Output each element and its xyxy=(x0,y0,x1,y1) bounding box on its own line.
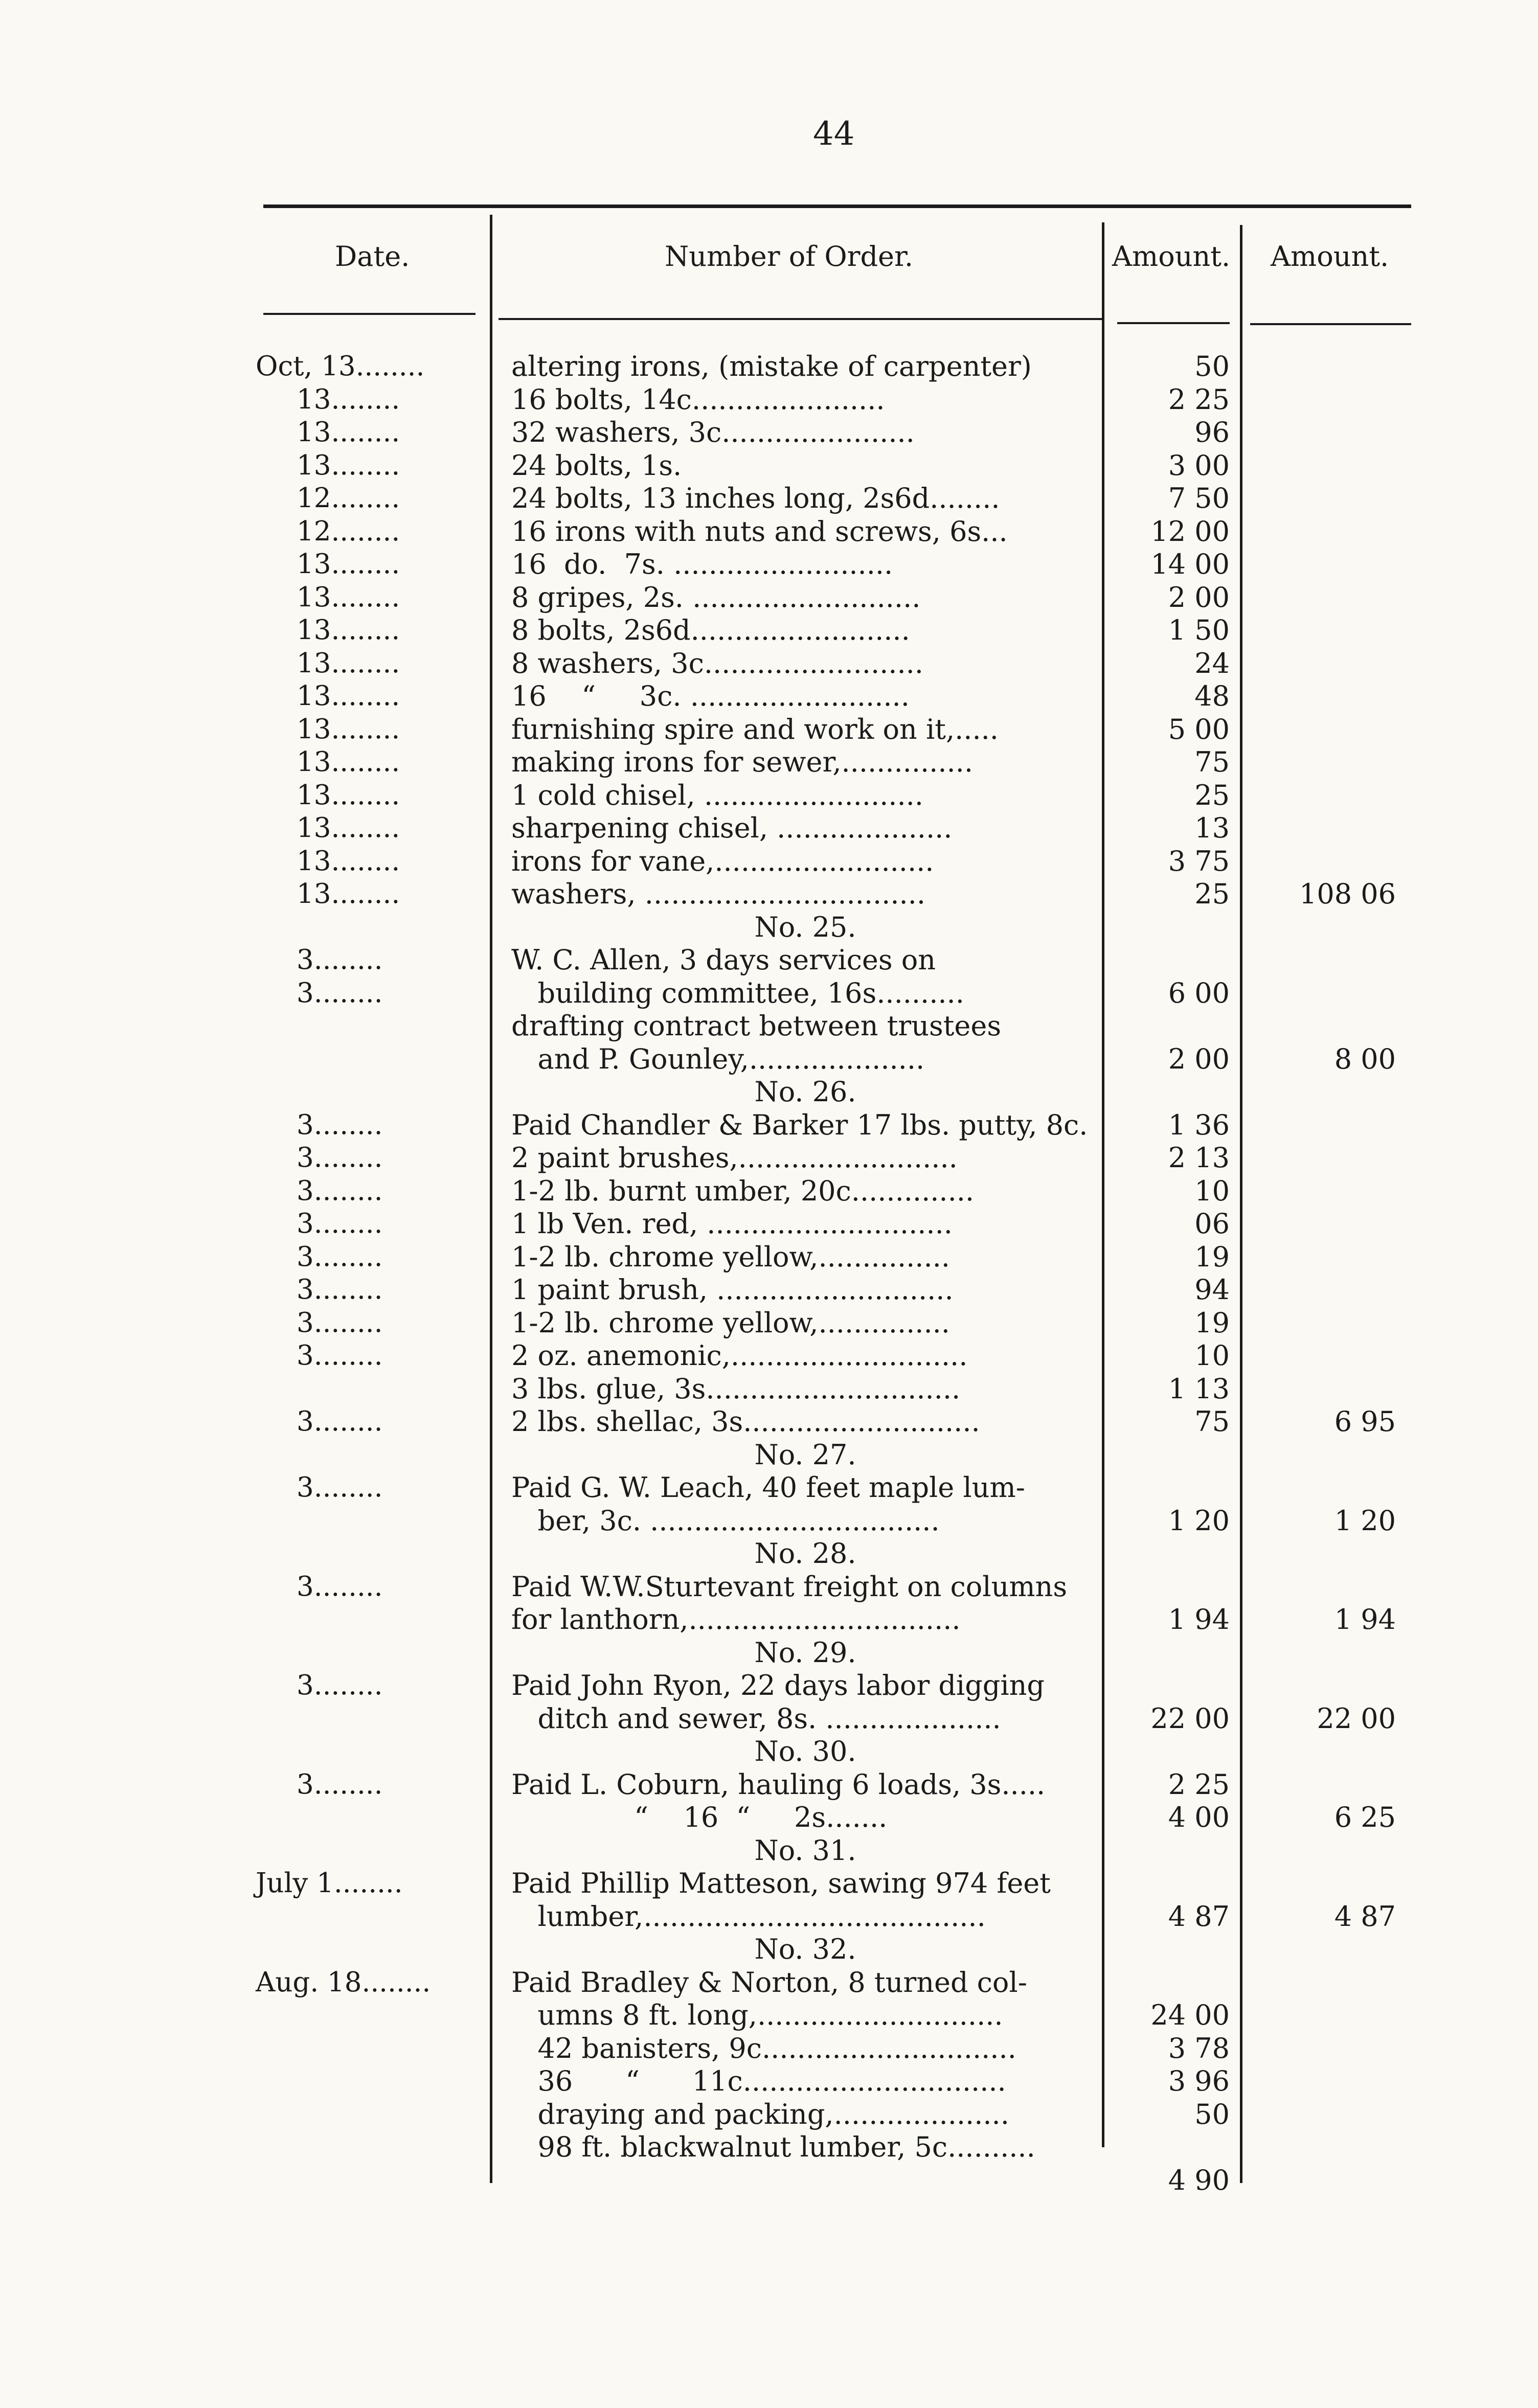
entry-description: 24 bolts, 1s. xyxy=(511,449,682,482)
entry-amount: 1 50 xyxy=(1168,614,1230,646)
entry-total: 1 94 xyxy=(1334,1603,1396,1635)
entry-description: 1-2 lb. burnt umber, 20c.............. xyxy=(511,1174,975,1207)
entry-description: 16 do. 7s. ......................... xyxy=(511,548,893,580)
entry-description: 98 ft. blackwalnut lumber, 5c.......... xyxy=(511,2131,1035,2163)
entry-total: 6 25 xyxy=(1334,1801,1396,1833)
header-rule-date xyxy=(263,313,476,315)
entry-amount: 3 00 xyxy=(1168,449,1230,482)
entry-description: 1 cold chisel, ......................... xyxy=(511,779,923,811)
entry-description: for lanthorn,............................... xyxy=(511,1603,961,1635)
entry-description: 3 lbs. glue, 3s............................. xyxy=(511,1372,961,1405)
entry-date: 12........ xyxy=(297,515,400,547)
entry-description: sharpening chisel, .................... xyxy=(511,812,953,844)
entry-description: draying and packing,.................... xyxy=(511,2098,1009,2130)
entry-amount: 4 90 xyxy=(1168,2164,1230,2196)
entry-description: building committee, 16s.......... xyxy=(511,976,964,1009)
entry-date: 3........ xyxy=(297,1109,383,1141)
entry-date: 13........ xyxy=(297,878,400,910)
entry-amount: 4 00 xyxy=(1168,1801,1230,1833)
entry-amount: 14 00 xyxy=(1150,548,1230,580)
entry-description: ditch and sewer, 8s. .................... xyxy=(511,1702,1001,1735)
entry-description: 1 lb Ven. red, ............................ xyxy=(511,1208,953,1240)
entry-total: 8 00 xyxy=(1334,1042,1396,1075)
entry-description: washers, ................................ xyxy=(511,878,925,910)
entry-description: Paid John Ryon, 22 days labor digging xyxy=(511,1669,1045,1701)
entry-date: 3........ xyxy=(297,1274,383,1305)
entry-date: 13........ xyxy=(297,779,400,811)
divider-amount-1 xyxy=(1102,222,1104,2147)
entry-date: 3........ xyxy=(297,944,383,975)
entry-description: Paid W.W.Sturtevant freight on columns xyxy=(511,1570,1068,1603)
entry-date: 3........ xyxy=(297,1406,383,1437)
entry-description: W. C. Allen, 3 days services on xyxy=(511,944,936,976)
entry-description: 2 paint brushes,......................... xyxy=(511,1142,958,1174)
entry-amount: 19 xyxy=(1194,1306,1230,1339)
entry-description: umns 8 ft. long,............................ xyxy=(511,1999,1003,2031)
entry-date: 13........ xyxy=(297,845,400,877)
entry-description: 16 “ 3c. ......................... xyxy=(511,680,910,712)
entry-description: ber, 3c. ................................. xyxy=(511,1504,940,1537)
entry-description: 8 washers, 3c......................... xyxy=(511,647,923,679)
entry-date: 12........ xyxy=(297,483,400,514)
divider-date xyxy=(490,215,492,2183)
entry-amount: 1 20 xyxy=(1168,1504,1230,1537)
page-number: 44 xyxy=(813,115,855,153)
entry-amount: 7 50 xyxy=(1168,482,1230,514)
entry-description: 42 banisters, 9c............................. xyxy=(511,2032,1016,2064)
entry-date: 13........ xyxy=(297,680,400,712)
entry-amount: 6 00 xyxy=(1168,976,1230,1009)
entry-amount: 13 xyxy=(1194,812,1230,844)
header-rule-order xyxy=(499,318,1102,320)
entry-amount: 5 00 xyxy=(1168,713,1230,745)
entry-amount: 1 94 xyxy=(1168,1603,1230,1635)
entry-date: 3........ xyxy=(297,1571,383,1602)
entry-date: 13........ xyxy=(297,383,400,415)
entry-amount: 06 xyxy=(1194,1208,1230,1240)
entry-date: 13........ xyxy=(297,581,400,613)
entry-description: Paid Phillip Matteson, sawing 974 feet xyxy=(511,1867,1051,1899)
order-number-heading: No. 31. xyxy=(754,1834,856,1867)
entry-description: 8 bolts, 2s6d......................... xyxy=(511,614,910,646)
entry-description: 24 bolts, 13 inches long, 2s6d........ xyxy=(511,482,1000,514)
entry-total: 6 95 xyxy=(1334,1405,1396,1438)
entry-amount: 75 xyxy=(1194,746,1230,778)
entry-description: 16 bolts, 14c...................... xyxy=(511,383,885,416)
entry-amount: 22 00 xyxy=(1150,1702,1230,1735)
order-number-heading: No. 30. xyxy=(754,1735,856,1767)
entry-description: Paid L. Coburn, hauling 6 loads, 3s..... xyxy=(511,1768,1046,1801)
entry-description: 36 “ 11c.............................. xyxy=(511,2065,1006,2097)
entry-date: 3........ xyxy=(297,977,383,1009)
entry-description: Paid Bradley & Norton, 8 turned col- xyxy=(511,1966,1027,1998)
entry-amount: 48 xyxy=(1194,680,1230,712)
entry-description: drafting contract between trustees xyxy=(511,1010,1002,1042)
entry-description: Paid G. W. Leach, 40 feet maple lum- xyxy=(511,1471,1025,1504)
header-number-of-order: Number of Order. xyxy=(665,240,914,272)
entry-date: 3........ xyxy=(297,1768,383,1800)
entry-description: and P. Gounley,.................... xyxy=(511,1042,925,1075)
entry-amount: 3 78 xyxy=(1168,2032,1230,2064)
header-amount-2: Amount. xyxy=(1271,240,1389,272)
entry-date: 13........ xyxy=(297,449,400,481)
entry-date: 3........ xyxy=(297,1472,383,1503)
entry-date: Aug. 18........ xyxy=(256,1966,431,1998)
entry-amount: 3 75 xyxy=(1168,845,1230,877)
entry-amount: 96 xyxy=(1194,416,1230,448)
entry-total: 1 20 xyxy=(1334,1504,1396,1537)
entry-amount: 25 xyxy=(1194,779,1230,811)
entry-date: July 1........ xyxy=(256,1868,403,1899)
order-number-heading: No. 32. xyxy=(754,1933,856,1965)
entry-date: 13........ xyxy=(297,647,400,679)
entry-description: 1 paint brush, ........................... xyxy=(511,1274,954,1306)
entry-amount: 50 xyxy=(1194,350,1230,382)
entry-date: 3........ xyxy=(297,1241,383,1273)
divider-amount-2 xyxy=(1240,225,1242,2183)
entry-amount: 4 87 xyxy=(1168,1900,1230,1933)
entry-total: 22 00 xyxy=(1317,1702,1396,1735)
entry-description: making irons for sewer,............... xyxy=(511,746,973,778)
entry-amount: 94 xyxy=(1194,1274,1230,1306)
order-number-heading: No. 27. xyxy=(754,1438,856,1471)
entry-date: 3........ xyxy=(297,1208,383,1239)
entry-date: 3........ xyxy=(297,1175,383,1207)
entry-total: 108 06 xyxy=(1299,878,1396,910)
entry-description: irons for vane,......................... xyxy=(511,845,934,877)
entry-description: 2 oz. anemonic,........................... xyxy=(511,1339,968,1372)
entry-description: 2 lbs. shellac, 3s........................... xyxy=(511,1405,980,1438)
header-date: Date. xyxy=(335,240,410,272)
entry-amount: 1 36 xyxy=(1168,1108,1230,1141)
entry-amount: 2 25 xyxy=(1168,1768,1230,1801)
order-number-heading: No. 28. xyxy=(754,1537,856,1570)
entry-date: 13........ xyxy=(297,746,400,778)
entry-description: lumber,....................................... xyxy=(511,1900,986,1933)
entry-amount: 10 xyxy=(1194,1174,1230,1207)
entry-description: Paid Chandler & Barker 17 lbs. putty, 8c. xyxy=(511,1108,1088,1141)
entry-description: furnishing spire and work on it,..... xyxy=(511,713,999,745)
entry-amount: 2 13 xyxy=(1168,1142,1230,1174)
entry-amount: 2 25 xyxy=(1168,383,1230,416)
entry-amount: 3 96 xyxy=(1168,2065,1230,2097)
header-amount-1: Amount. xyxy=(1112,240,1231,272)
entry-amount: 24 xyxy=(1194,647,1230,679)
entry-date: Oct, 13........ xyxy=(256,351,425,382)
entry-description: “ 16 “ 2s....... xyxy=(511,1801,888,1833)
entry-description: 1-2 lb. chrome yellow,............... xyxy=(511,1240,950,1273)
entry-total: 4 87 xyxy=(1334,1900,1396,1933)
entry-date: 13........ xyxy=(297,713,400,745)
entry-description: 16 irons with nuts and screws, 6s... xyxy=(511,515,1008,548)
entry-date: 13........ xyxy=(297,549,400,580)
order-number-heading: No. 25. xyxy=(754,911,856,943)
entry-date: 13........ xyxy=(297,417,400,448)
entry-date: 3........ xyxy=(297,1340,383,1371)
entry-amount: 19 xyxy=(1194,1240,1230,1273)
entry-amount: 1 13 xyxy=(1168,1372,1230,1405)
entry-description: 8 gripes, 2s. .......................... xyxy=(511,581,921,614)
entry-amount: 12 00 xyxy=(1150,515,1230,548)
entry-description: 32 washers, 3c...................... xyxy=(511,416,915,448)
entry-amount: 24 00 xyxy=(1150,1999,1230,2031)
entry-date: 3........ xyxy=(297,1307,383,1338)
entry-description: 1-2 lb. chrome yellow,............... xyxy=(511,1306,950,1339)
top-rule xyxy=(263,205,1411,208)
entry-amount: 10 xyxy=(1194,1339,1230,1372)
order-number-heading: No. 26. xyxy=(754,1076,856,1108)
entry-date: 3........ xyxy=(297,1142,383,1173)
order-number-heading: No. 29. xyxy=(754,1636,856,1669)
entry-description: altering irons, (mistake of carpenter) xyxy=(511,350,1032,382)
header-rule-amount2 xyxy=(1250,323,1411,325)
entry-amount: 2 00 xyxy=(1168,581,1230,614)
entry-date: 13........ xyxy=(297,812,400,844)
entry-amount: 75 xyxy=(1194,1405,1230,1438)
entry-date: 13........ xyxy=(297,615,400,646)
entry-amount: 25 xyxy=(1194,878,1230,910)
entry-amount: 50 xyxy=(1194,2098,1230,2130)
entry-amount: 2 00 xyxy=(1168,1042,1230,1075)
entry-date: 3........ xyxy=(297,1670,383,1701)
header-rule-amount1 xyxy=(1117,322,1230,324)
